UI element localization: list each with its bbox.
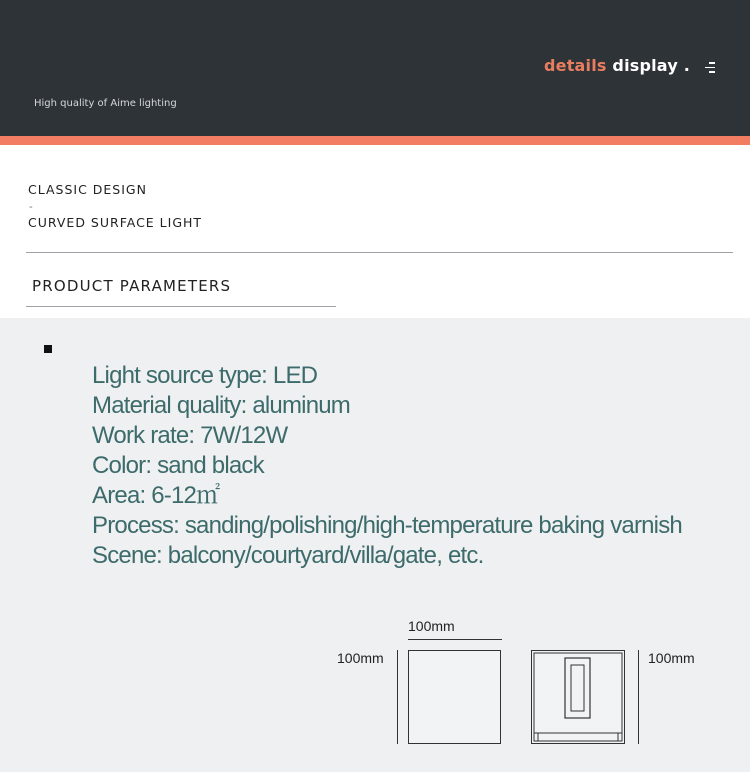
spec-work-rate: Work rate: 7W/12W [92, 422, 288, 449]
title-rest: display . [606, 56, 690, 75]
square-bullet-icon [44, 345, 52, 353]
height-left-dimension-line [397, 650, 398, 744]
height-left-dimension-label: 100mm [337, 650, 384, 666]
accent-divider [0, 136, 750, 145]
classic-design-label: CLASSIC DESIGN [28, 182, 147, 197]
spec-area: Area: 6-12㎡ [92, 482, 220, 509]
product-parameters-title: PRODUCT PARAMETERS [32, 277, 232, 295]
design-dash: - [29, 201, 33, 213]
front-view-drawing [408, 650, 501, 744]
spec-light-source: Light source type: LED [92, 362, 318, 389]
spec-material: Material quality: aluminum [92, 392, 350, 419]
divider-line [26, 252, 733, 253]
spec-color: Color: sand black [92, 452, 264, 479]
height-right-dimension-label: 100mm [648, 650, 695, 666]
spec-scene: Scene: balcony/courtyard/villa/gate, etc. [92, 542, 484, 569]
width-dimension-line [408, 639, 502, 640]
design-heading [28, 182, 202, 230]
spec-process: Process: sanding/polishing/high-temperature baking varnish [92, 512, 682, 539]
params-underline [26, 306, 336, 307]
page-header [0, 0, 750, 136]
side-view-drawing [531, 650, 625, 744]
width-dimension-label: 100mm [408, 618, 455, 634]
details-display-title [544, 56, 690, 75]
tagline: High quality of Aime lighting [34, 98, 177, 109]
spec-list [92, 361, 682, 571]
curved-surface-light-label: CURVED SURFACE LIGHT [28, 215, 203, 230]
height-right-dimension-line [638, 650, 639, 744]
title-accent: details [543, 56, 607, 75]
menu-icon[interactable] [705, 62, 715, 73]
